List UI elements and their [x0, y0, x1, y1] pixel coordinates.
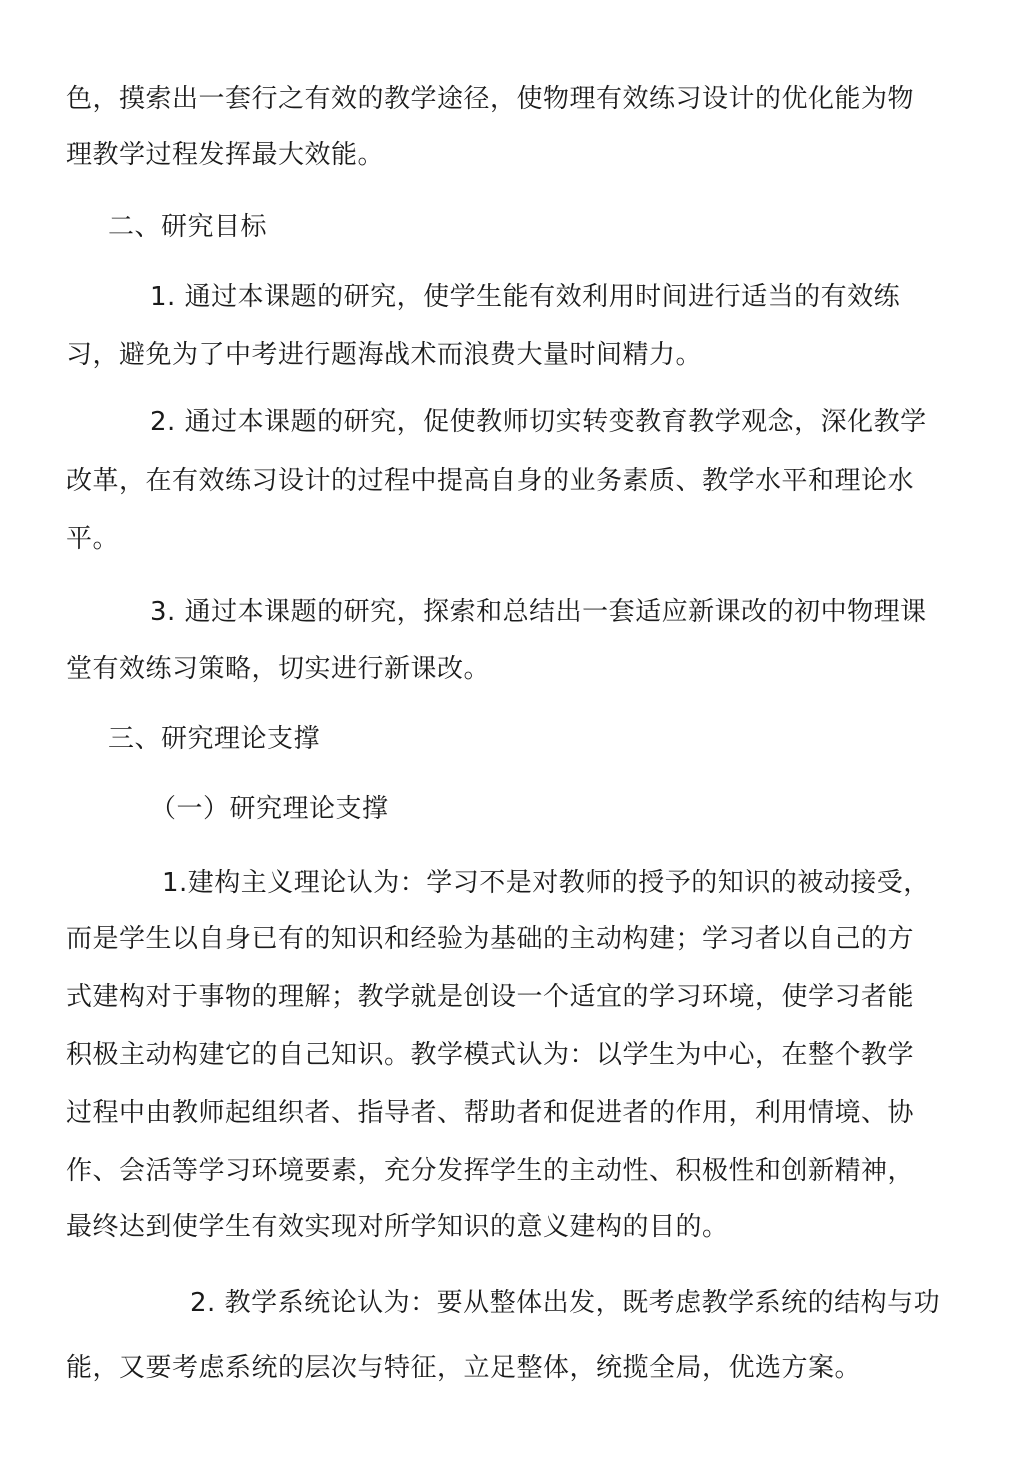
goal-1-line-1: 1. 通过本课题的研究，使学生能有效利用时间进行适当的有效练	[150, 282, 901, 312]
theory-1-line-5: 过程中由教师起组织者、指导者、帮助者和促进者的作用，利用情境、协	[66, 1098, 915, 1128]
theory-1-line-4: 积极主动构建它的自己知识。教学模式认为：以学生为中心，在整个教学	[66, 1040, 915, 1070]
theory-1-line-1: 1.建构主义理论认为：学习不是对教师的授予的知识的被动接受，	[162, 868, 930, 898]
theory-1-line-7: 最终达到使学生有效实现对所学知识的意义建构的目的。	[66, 1212, 729, 1242]
subsection-heading-theory-support: （一）研究理论支撑	[150, 794, 389, 824]
goal-2-line-1: 2. 通过本课题的研究，促使教师切实转变教育教学观念，深化教学	[150, 407, 927, 437]
section-heading-theory-support: 三、研究理论支撑	[108, 724, 321, 754]
theory-1-line-3: 式建构对于事物的理解；教学就是创设一个适宜的学习环境，使学习者能	[66, 982, 915, 1012]
goal-3-line-1: 3. 通过本课题的研究，探索和总结出一套适应新课改的初中物理课	[150, 597, 927, 627]
theory-2-line-1: 2. 教学系统论认为：要从整体出发，既考虑教学系统的结构与功	[190, 1288, 941, 1318]
goal-1-line-2: 习，避免为了中考进行题海战术而浪费大量时间精力。	[66, 340, 703, 370]
theory-1-line-6: 作、会活等学习环境要素，充分发挥学生的主动性、积极性和创新精神，	[66, 1156, 915, 1186]
goal-2-line-3: 平。	[66, 524, 120, 554]
theory-2-line-2: 能，又要考虑系统的层次与特征，立足整体，统揽全局，优选方案。	[66, 1353, 862, 1383]
paragraph-intro-line-2: 理教学过程发挥最大效能。	[66, 140, 385, 170]
paragraph-intro-line-1: 色，摸索出一套行之有效的教学途径，使物理有效练习设计的优化能为物	[66, 84, 915, 114]
theory-1-line-2: 而是学生以自身已有的知识和经验为基础的主动构建；学习者以自己的方	[66, 924, 915, 954]
goal-3-line-2: 堂有效练习策略，切实进行新课改。	[66, 654, 491, 684]
goal-2-line-2: 改革，在有效练习设计的过程中提高自身的业务素质、教学水平和理论水	[66, 466, 915, 496]
section-heading-research-goals: 二、研究目标	[108, 212, 268, 242]
